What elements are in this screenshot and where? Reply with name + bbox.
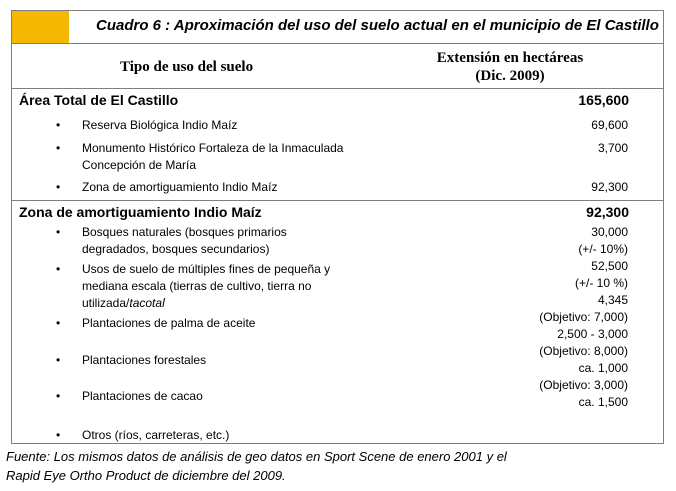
list-item-line: Usos de suelo de múltiples fines de pequeña y: [82, 262, 331, 276]
source-footnote-line2: Rapid Eye Ortho Product de diciembre del 2009.: [6, 468, 286, 483]
bullet: •: [56, 262, 61, 276]
column-header-type: Tipo de uso del suelo: [120, 59, 254, 75]
item-value: (+/- 10 %): [574, 276, 628, 290]
item-value: ca. 1,500: [578, 395, 628, 409]
list-item-line: Monumento Histórico Fortaleza de la Inmaculada: [82, 141, 344, 155]
list-item: Otros (ríos, carreteras, etc.): [82, 428, 230, 442]
list-item-line: Concepción de María: [82, 158, 197, 172]
section-label-buffer-zone: Zona de amortiguamiento Indio Maíz: [19, 204, 262, 220]
item-values-column: [539, 224, 628, 411]
list-item-italic-text: tacotal: [129, 296, 165, 310]
list-item-line: [82, 295, 330, 312]
list-item: Plantaciones de palma de aceite: [82, 316, 256, 330]
item-value: 69,600: [591, 118, 628, 132]
section-label-total: Área Total de El Castillo: [19, 92, 179, 108]
list-item: Zona de amortiguamiento Indio Maíz: [82, 180, 278, 194]
section-value-buffer-zone: 92,300: [586, 204, 629, 220]
header-divider: [11, 88, 664, 89]
item-value: 4,345: [597, 293, 628, 307]
item-value: (Objetivo: 3,000): [539, 378, 628, 392]
column-header-extension-line1: Extensión en hectáreas: [436, 50, 584, 66]
bullet: •: [56, 141, 61, 155]
source-footnote-line1: Fuente: Los mismos datos de análisis de geo datos en Sport Scene de enero 2001 y el: [6, 449, 507, 464]
bullet: •: [56, 225, 61, 239]
list-item-line: degradados, bosques secundarios): [82, 242, 270, 256]
list-item-line: Bosques naturales (bosques primarios: [82, 225, 287, 239]
list-item: Plantaciones forestales: [82, 353, 207, 367]
column-header-extension-line2: (Dic. 2009): [475, 68, 545, 84]
item-value: 3,700: [597, 141, 628, 155]
list-item: [82, 261, 330, 312]
list-item: Plantaciones de cacao: [82, 389, 203, 403]
table-title: Cuadro 6 : Aproximación del uso del suelo actual en el municipio de El Castillo: [96, 17, 659, 34]
list-item-text: utilizada/: [82, 296, 130, 310]
bullet: •: [56, 353, 61, 367]
list-item: [82, 140, 343, 174]
list-item-line: mediana escala (tierras de cultivo, tierra no: [82, 279, 312, 293]
item-value: (Objetivo: 7,000): [539, 310, 628, 324]
bullet: •: [56, 316, 61, 330]
item-value: (Objetivo: 8,000): [539, 344, 628, 358]
bullet: •: [56, 180, 61, 194]
column-header-extension: [410, 49, 610, 85]
item-value: 2,500 - 3,000: [557, 327, 628, 341]
list-item: Reserva Biológica Indio Maíz: [82, 118, 238, 132]
item-value: 30,000: [591, 225, 628, 239]
bullet: •: [56, 389, 61, 403]
list-item: [82, 224, 287, 258]
bullet: •: [56, 118, 61, 132]
bullet: •: [56, 428, 61, 442]
section-value-total: 165,600: [578, 92, 629, 108]
item-value: 52,500: [591, 259, 628, 273]
item-value: 92,300: [591, 180, 628, 194]
section-divider: [11, 200, 664, 201]
item-value: ca. 1,000: [578, 361, 628, 375]
item-value: (+/- 10%): [578, 242, 628, 256]
